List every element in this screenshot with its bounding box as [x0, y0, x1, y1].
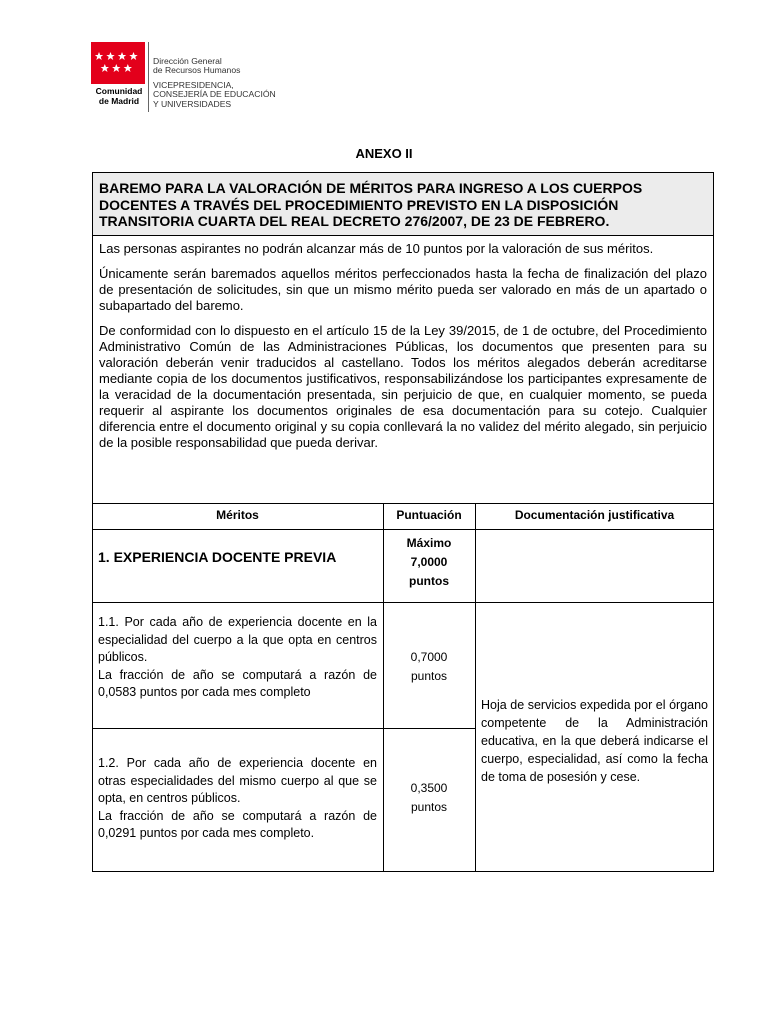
- table-border: [92, 172, 93, 872]
- documentation-requirements: Hoja de servicios expedida por el órgano competente de la Administración educativa, en la que deberá indicarse el cuerpo, especialidad, así como la fecha de toma de posesión y cese.: [481, 698, 708, 784]
- table-border: [383, 503, 384, 872]
- table-heading: [92, 172, 714, 235]
- document-title: ANEXO II: [355, 146, 413, 161]
- stars-icon: [95, 52, 141, 74]
- merit-item-1-1: [92, 614, 383, 702]
- org-name-line: Comunidad: [95, 86, 143, 96]
- column-header-meritos: Méritos: [216, 508, 259, 522]
- points-value: 0,7000: [410, 650, 448, 664]
- department-line: Y UNIVERSIDADES: [153, 98, 232, 109]
- table-border: [92, 235, 714, 236]
- logo-divider: [148, 42, 149, 112]
- column-header-puntuacion: Puntuación: [396, 508, 462, 522]
- department-line: VICEPRESIDENCIA,: [153, 79, 234, 90]
- merit-item-1-2: [92, 755, 383, 843]
- merit-fraction-rule: La fracción de año se computará a razón de 0,0583 puntos por cada mes completo: [98, 667, 377, 699]
- table-border: [92, 728, 475, 729]
- table-border: [713, 503, 714, 872]
- heading-line: TRANSITORIA CUARTA DEL REAL DECRETO 276/2007, DE 23 DE FEBRERO.: [99, 213, 610, 229]
- section-title: 1. EXPERIENCIA DOCENTE PREVIA: [98, 549, 337, 565]
- merit-fraction-rule: La fracción de año se computará a razón de 0,0291 puntos por cada mes completo.: [98, 808, 377, 840]
- table-border: [713, 172, 714, 503]
- table-border: [92, 172, 714, 173]
- merit-description: 1.2. Por cada año de experiencia docente en otras especialidades del mismo cuerpo al que se opta, en centros públicos.: [98, 756, 377, 805]
- column-header-documentacion: Documentación justificativa: [514, 508, 675, 522]
- department-line: de Recursos Humanos: [153, 65, 241, 76]
- table-border: [92, 529, 714, 530]
- points-value: 0,3500: [410, 781, 448, 795]
- merit-points-1-1: [383, 648, 475, 686]
- baremo-table: [92, 172, 714, 872]
- merit-description: 1.1. Por cada año de experiencia docente en la especialidad del cuerpo a la que opta en centros públicos.: [98, 615, 377, 664]
- heading-line: BAREMO PARA LA VALORACIÓN DE MÉRITOS PARA INGRESO A LOS CUERPOS: [99, 180, 643, 196]
- department-line: Dirección General: [153, 56, 222, 66]
- max-points-line: Máximo: [406, 536, 452, 550]
- heading-line: DOCENTES A TRAVÉS DEL PROCEDIMIENTO PREVISTO EN LA DISPOSICIÓN: [99, 196, 619, 213]
- table-border: [475, 503, 476, 872]
- points-unit: puntos: [410, 800, 448, 814]
- org-name-line: de Madrid: [98, 95, 140, 106]
- org-name: [91, 87, 147, 106]
- department-name: [153, 57, 276, 109]
- intro-paragraph: Únicamente serán baremados aquellos méritos perfeccionados hasta la fecha de finalización del plazo de presentación de solicitudes, sin que un mismo mérito pueda ser valorado en más de un apartado o subapartado del baremo.: [99, 266, 707, 313]
- merit-points-1-2: [383, 779, 475, 817]
- intro-paragraph: Las personas aspirantes no podrán alcanzar más de 10 puntos por la valoración de sus méritos.: [99, 241, 654, 256]
- madrid-flag-icon: [91, 42, 145, 84]
- table-border: [92, 602, 714, 603]
- intro-text: [92, 235, 714, 503]
- max-points-line: 7,0000: [410, 555, 448, 569]
- table-border: [92, 871, 714, 872]
- department-line: CONSEJERÍA DE EDUCACIÓN: [153, 89, 276, 100]
- max-points-line: puntos: [409, 574, 449, 588]
- section-max-points: [383, 529, 475, 602]
- table-border: [92, 503, 714, 504]
- points-unit: puntos: [410, 669, 448, 683]
- intro-paragraph: De conformidad con lo dispuesto en el artículo 15 de la Ley 39/2015, de 1 de octubre, del Procedimiento Administrativo Común de las Administraciones Públicas, los documentos que presenten para su valoración deberán venir traducidos al castellano. Todos los méritos alegados deberán acreditarse mediante copia de los documentos justificativos, responsabilizándose los participantes expresamente de la veracidad de la documentación presentada, sin perjuicio de que, en cualquier momento, se pueda requerir al aspirante los documentos originales de esa documentación para su cotejo. Cualquier diferencia entre el documento original y su copia conllevará la no validez del mérito alegado, sin perjuicio de la posible responsabilidad que pueda derivar.: [99, 323, 707, 450]
